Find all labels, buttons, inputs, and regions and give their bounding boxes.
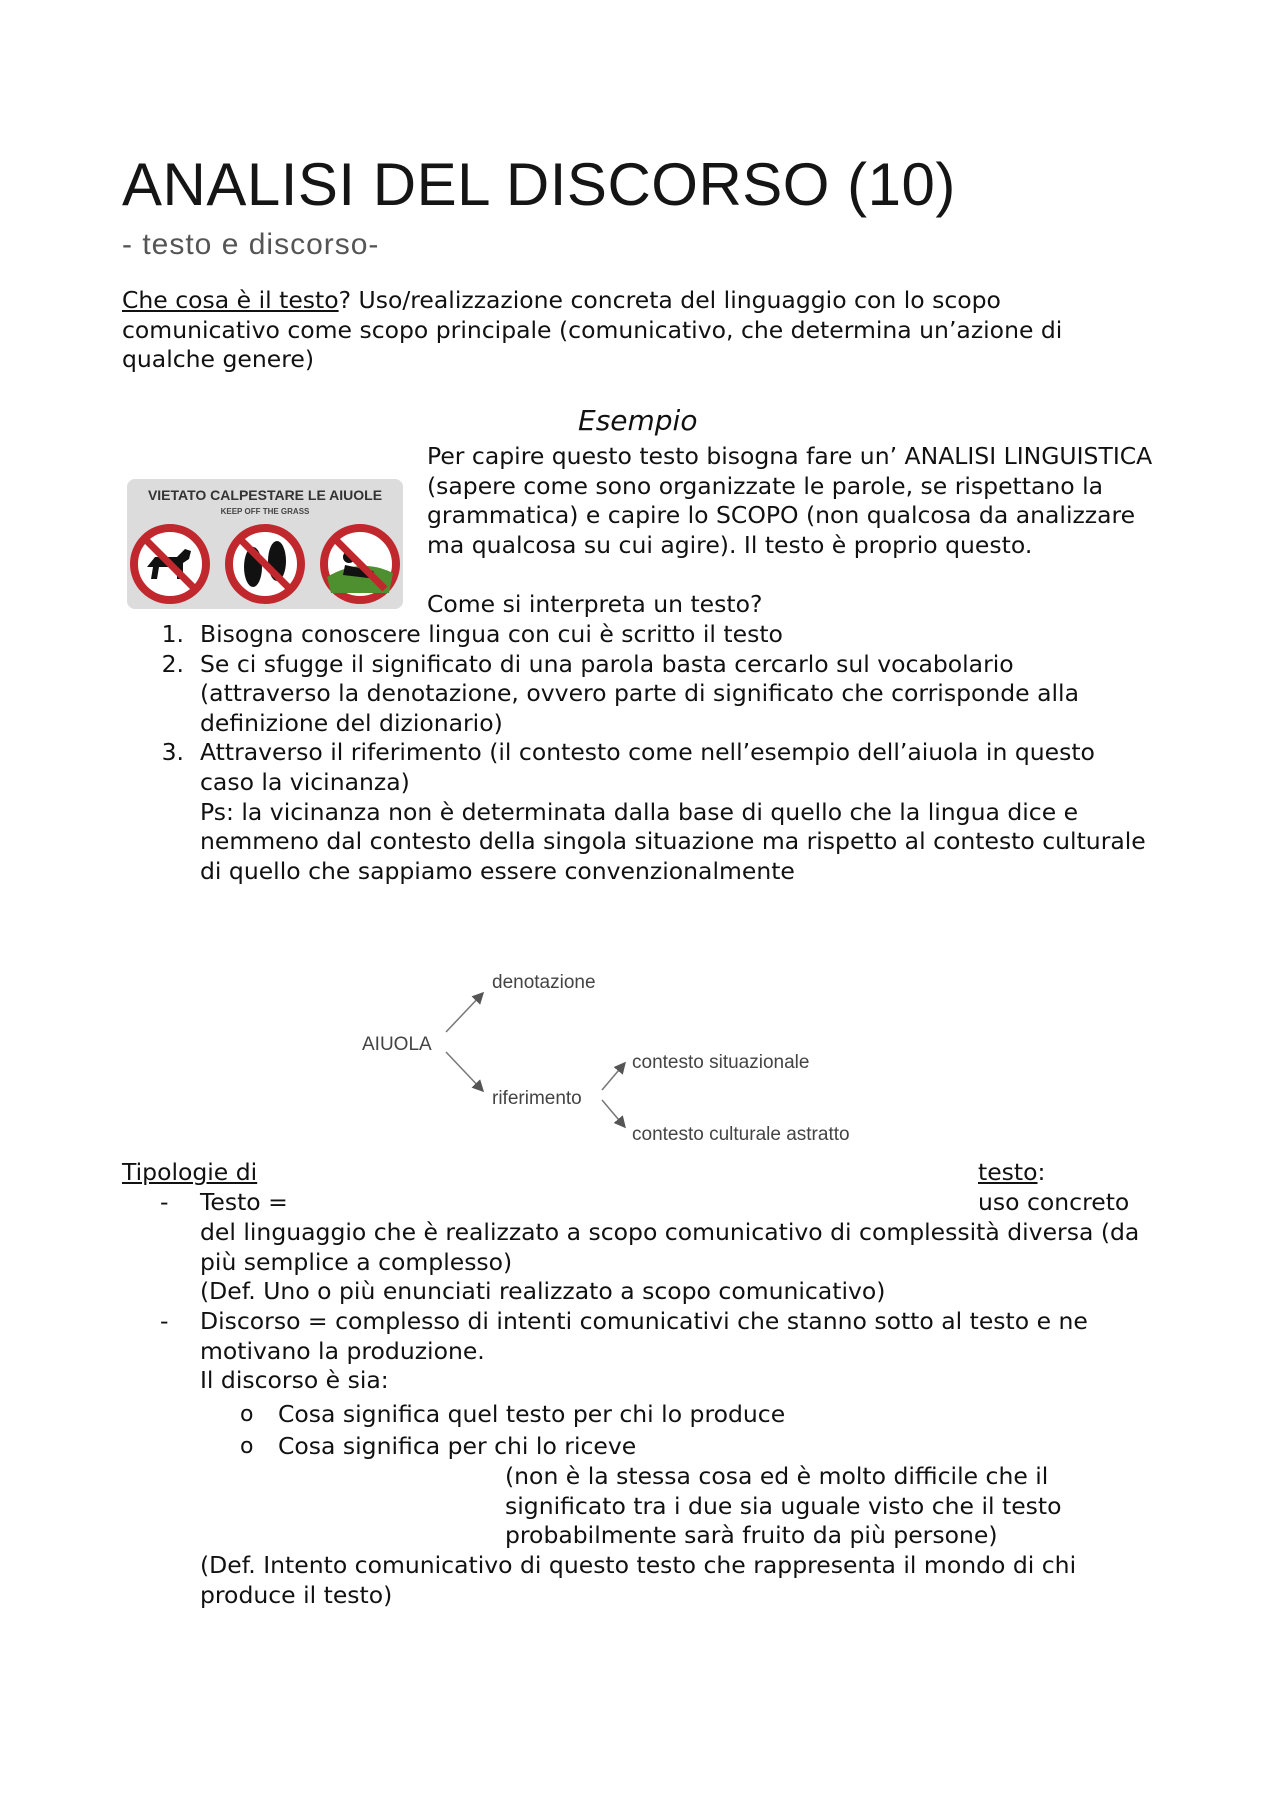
no-trespassing-sign	[127, 479, 403, 609]
intro-line-3: qualche genere)	[122, 345, 314, 374]
step-line: definizione del dizionario)	[200, 708, 503, 737]
arrow-to-culturale	[602, 1100, 624, 1126]
step-item	[144, 650, 1194, 739]
steps-list	[144, 620, 1194, 886]
testo-label: Testo =	[200, 1188, 288, 1216]
diagram-contesto-culturale: contesto culturale astratto	[632, 1124, 850, 1145]
no-walking-icon	[229, 528, 301, 600]
def-line: (Def. Intento comunicativo di questo testo che rappresenta il mondo di chi	[200, 1551, 1077, 1579]
intro-paragraph	[122, 286, 1182, 375]
diagram-root: AIUOLA	[362, 1034, 432, 1055]
interpret-question: Come si interpreta un testo?	[427, 589, 763, 618]
example-line-3: grammatica) e capire lo SCOPO (non qualcosa da analizzare	[427, 501, 1136, 530]
testo-line: del linguaggio che è realizzato a scopo comunicativo di complessità diversa (da	[200, 1218, 1140, 1246]
step-line: Attraverso il riferimento (il contesto come nell’esempio dell’aiuola in questo	[200, 738, 1095, 767]
step-number: 2.	[161, 649, 184, 678]
step-item	[144, 738, 1194, 886]
testo-body	[200, 1218, 1190, 1307]
bullet-mark: o	[240, 1402, 254, 1427]
step-line: Bisogna conoscere lingua con cui è scritto il testo	[200, 620, 783, 648]
no-lying-on-grass-icon	[324, 528, 396, 600]
intro-line-1	[122, 286, 1182, 316]
testo-dash: -	[160, 1188, 169, 1216]
bullet-text: Cosa significa per chi lo riceve	[278, 1431, 637, 1460]
note-line: (non è la stessa cosa ed è molto difficile che il	[505, 1462, 1049, 1490]
sign-title: VIETATO CALPESTARE LE AIUOLE	[147, 487, 383, 503]
step-line: Se ci sfugge il significato di una parola basta cercarlo sul vocabolario	[200, 649, 1014, 678]
arrow-to-situazionale	[602, 1064, 624, 1090]
example-text	[427, 442, 1187, 620]
discorso-dash: -	[160, 1307, 169, 1335]
note-line: significato tra i due sia uguale visto che il testo	[505, 1491, 1062, 1520]
step-line: caso la vicinanza)	[200, 767, 410, 796]
example-heading: Esempio	[578, 404, 698, 437]
step-line: di quello che sappiamo essere convenzionalmente	[200, 856, 795, 885]
step-number: 1.	[161, 620, 184, 648]
no-dogs-icon	[134, 528, 206, 600]
intro-question: Che cosa è il testo	[122, 286, 339, 314]
aiuola-diagram	[340, 940, 940, 1160]
step-line: (attraverso la denotazione, ovvero parte di significato che corrisponde alla	[200, 679, 1079, 708]
discorso-line: Il discorso è sia:	[200, 1366, 389, 1395]
discorso-definition	[200, 1551, 1190, 1610]
diagram-denotazione: denotazione	[492, 972, 596, 993]
discorso-body	[200, 1307, 1190, 1396]
diagram-riferimento: riferimento	[492, 1088, 582, 1109]
step-line: nemmeno dal contesto della singola situazione ma rispetto al contesto culturale	[200, 827, 1146, 856]
testo-line: (Def. Uno o più enunciati realizzato a scopo comunicativo)	[200, 1277, 886, 1306]
bullet-mark: o	[240, 1433, 254, 1459]
types-heading-left: Tipologie di	[122, 1158, 258, 1186]
bullet-text: Cosa significa quel testo per chi lo produce	[278, 1400, 786, 1428]
example-line-2: (sapere come sono organizzate le parole, se rispettano la	[427, 471, 1104, 500]
page-subtitle: - testo e discorso-	[122, 228, 380, 261]
example-line-4: ma qualcosa su cui agire). Il testo è proprio questo.	[427, 530, 1033, 559]
discorso-note	[505, 1462, 1185, 1551]
step-line: Ps: la vicinanza non è determinata dalla base di quello che la lingua dice e	[200, 797, 1079, 826]
step-item	[144, 620, 1194, 650]
example-line-1: Per capire questo testo bisogna fare un’ ANALISI LINGUISTICA	[427, 442, 1153, 470]
sign-icons	[127, 517, 403, 609]
testo-right: uso concreto	[978, 1188, 1130, 1216]
arrow-to-denotazione	[446, 994, 482, 1032]
bullet-item	[240, 1432, 785, 1462]
testo-line: più semplice a complesso)	[200, 1247, 513, 1276]
page-title: ANALISI DEL DISCORSO (10)	[122, 151, 956, 218]
diagram-contesto-situazionale: contesto situazionale	[632, 1052, 810, 1073]
intro-answer: ? Uso/realizzazione concreta del linguaggio con lo scopo	[338, 286, 1001, 314]
discorso-bullets	[240, 1400, 785, 1461]
note-line: probabilmente sarà fruito da più persone)	[505, 1521, 998, 1550]
def-line: produce il testo)	[200, 1580, 393, 1609]
discorso-line: motivano la produzione.	[200, 1336, 485, 1365]
discorso-line: Discorso = complesso di intenti comunicativi che stanno sotto al testo e ne	[200, 1307, 1088, 1335]
types-heading-right: testo:	[978, 1158, 1046, 1186]
step-number: 3.	[161, 738, 184, 767]
intro-line-2: comunicativo come scopo principale (comunicativo, che determina un’azione di	[122, 315, 1063, 344]
arrow-to-riferimento	[446, 1052, 482, 1090]
bullet-item	[240, 1400, 785, 1430]
sign-subtitle: KEEP OFF THE GRASS	[220, 507, 310, 516]
